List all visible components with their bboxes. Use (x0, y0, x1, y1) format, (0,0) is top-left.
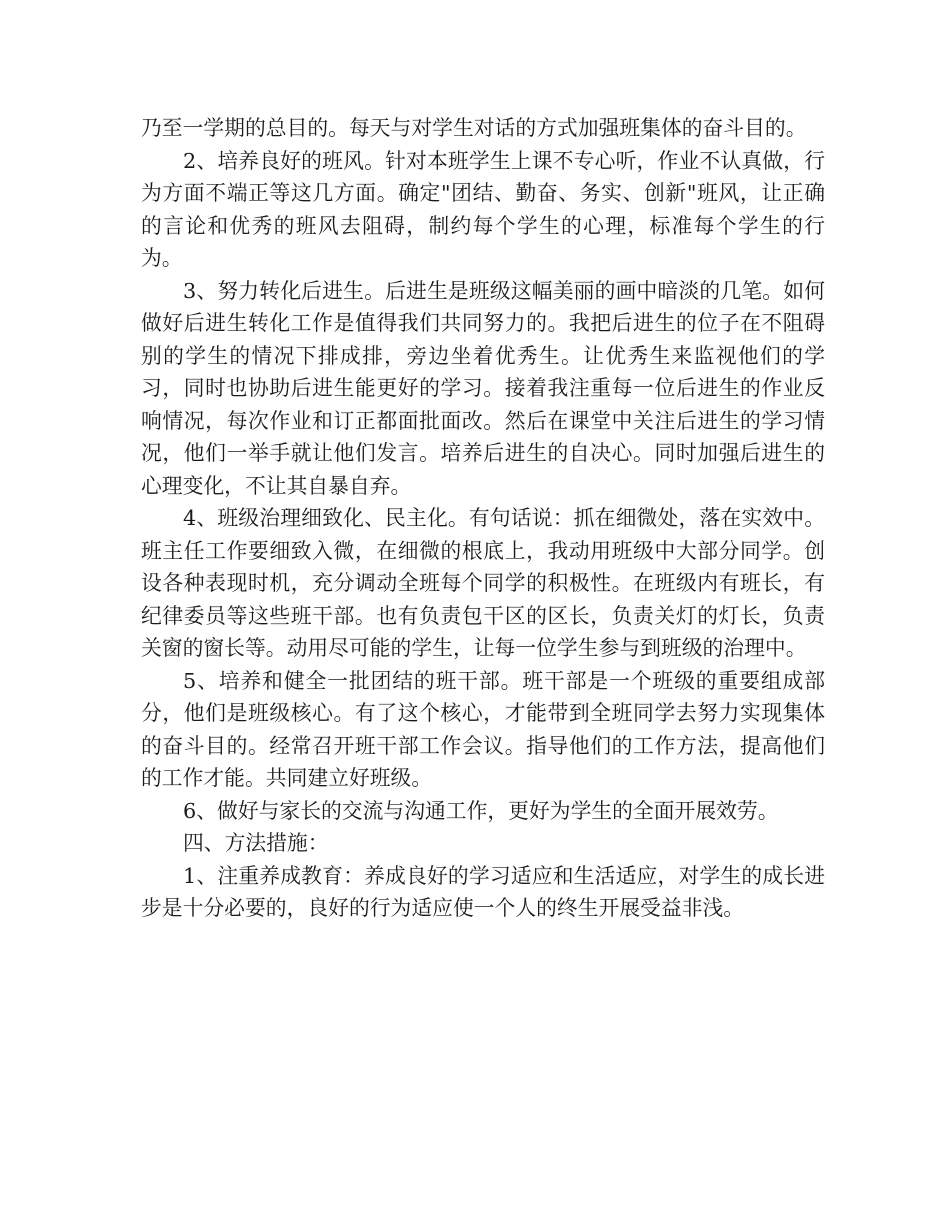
section-heading-methods: 四、方法措施： (183, 831, 329, 855)
paragraph-class-management: 4、班级治理细致化、民主化。有句话说：抓在细微处，落在实效中。班主任工作要细致入微，在细微的根底上，我动用班级中大部分同学。创设各种表现时机，充分调动全班每个同学的积极性。在班级内有班长，有纪律委员等这些班干部。也有负责包干区的区长，负责关灯的灯长，负责关窗的窗长等。动用尽可能的学生，让每一位学生参与到班级的治理中。 (141, 506, 825, 660)
paragraph-habit-education: 1、注重养成教育：养成良好的学习适应和生活适应，对学生的成长进步是十分必要的，良好的行为适应使一个人的终生开展受益非浅。 (141, 863, 825, 920)
paragraph-parent-communication: 6、做好与家长的交流与沟通工作，更好为学生的全面开展效劳。 (183, 798, 779, 823)
paragraph-class-cadres: 5、培养和健全一批团结的班干部。班干部是一个班级的重要组成部分，他们是班级核心。有了这个核心，才能带到全班同学去努力实现集体的奋斗目的。经常召开班干部工作会议。指导他们的工作方法，提高他们的工作才能。共同建立好班级。 (141, 668, 825, 790)
document-page (141, 112, 825, 925)
paragraph-class-spirit: 2、培养良好的班风。针对本班学生上课不专心听，作业不认真做，行为方面不端正等这几方面。确定"团结、勤奋、务实、创新"班风，让正确的言论和优秀的班风去阻碍，制约每个学生的心理，标准每个学生的行为。 (141, 148, 825, 270)
paragraph-continuation: 乃至一学期的总目的。每天与对学生对话的方式加强班集体的奋斗目的。 (141, 116, 807, 140)
paragraph-underachievers: 3、努力转化后进生。后进生是班级这幅美丽的画中暗淡的几笔。如何做好后进生转化工作是值得我们共同努力的。我把后进生的位子在不阻碍别的学生的情况下排成排，旁边坐着优秀生。让优秀生来监视他们的学习，同时也协助后进生能更好的学习。接着我注重每一位后进生的作业反响情况，每次作业和订正都面批面改。然后在课堂中关注后进生的学习情况，他们一举手就让他们发言。培养后进生的自决心。同时加强后进生的心理变化，不让其自暴自弃。 (141, 278, 825, 498)
